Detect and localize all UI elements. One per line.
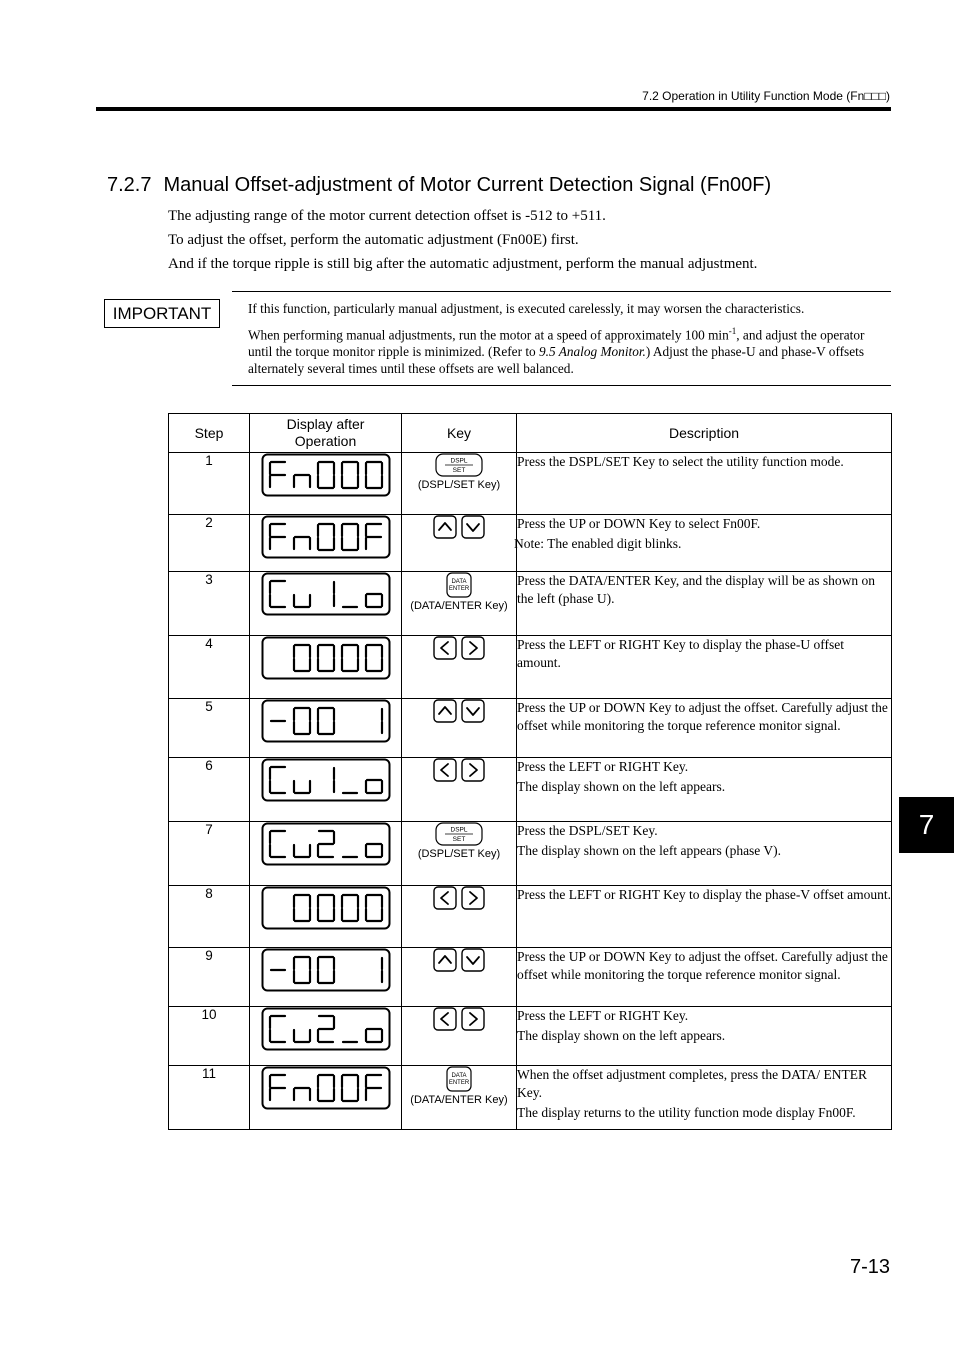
important-label: IMPORTANT	[104, 299, 220, 328]
display-cell	[250, 758, 402, 822]
header-step: Step	[169, 414, 250, 453]
intro-line-1: The adjusting range of the motor current detection offset is -512 to +511.	[168, 208, 606, 224]
description-line: Press the UP or DOWN Key to select Fn00F.	[517, 516, 761, 531]
description-cell	[517, 758, 892, 822]
step-number: 7	[169, 822, 250, 886]
key-label: (DATA/ENTER Key)	[410, 600, 508, 612]
header-display	[250, 414, 402, 453]
table-row	[169, 572, 892, 636]
description-cell	[517, 1066, 892, 1130]
data-enter-key-icon	[446, 1066, 472, 1092]
description-line: The display shown on the left appears.	[517, 779, 726, 794]
keycap-label: ENTER	[448, 1080, 470, 1086]
important-p2-a: When performing manual adjustments, run the motor at a speed of approximately 100 min	[248, 327, 729, 343]
panel-display	[261, 515, 391, 559]
important-p2-ref: 9.5 Analog Monitor.	[539, 344, 646, 360]
display-cell	[250, 822, 402, 886]
important-bottom-rule	[232, 385, 891, 386]
panel-display	[261, 699, 391, 743]
description-line: Press the LEFT or RIGHT Key to display the phase-V offset amount.	[517, 887, 891, 902]
panel-display	[261, 886, 391, 930]
description-cell	[517, 453, 892, 515]
panel-display	[261, 572, 391, 616]
description-line: The display returns to the utility function mode display Fn00F.	[517, 1105, 856, 1120]
step-number: 3	[169, 572, 250, 636]
key-label: (DSPL/SET Key)	[417, 479, 501, 491]
dspl-set-key-icon	[435, 453, 483, 477]
panel-display	[261, 948, 391, 992]
key-cell	[402, 886, 517, 948]
display-cell	[250, 572, 402, 636]
procedure-table	[168, 413, 892, 1130]
table-row	[169, 822, 892, 886]
table-header-row	[169, 414, 892, 453]
key-cell	[402, 572, 517, 636]
keycap-label: DATA	[451, 1073, 467, 1079]
table-row	[169, 453, 892, 515]
left-arrow-key-icon	[433, 1007, 457, 1031]
description-cell	[517, 886, 892, 948]
key-cell	[402, 1007, 517, 1066]
right-arrow-key-icon	[461, 1007, 485, 1031]
description-cell	[514, 515, 892, 572]
panel-display	[261, 758, 391, 802]
right-arrow-key-icon	[461, 886, 485, 910]
panel-display	[261, 1066, 391, 1110]
keycap-label: DATA	[451, 579, 467, 585]
key-cell	[402, 453, 517, 515]
key-cell	[402, 636, 517, 699]
description-line: Press the DSPL/SET Key to select the utility function mode.	[517, 454, 844, 469]
key-cell	[402, 822, 517, 886]
description-line: Press the UP or DOWN Key to adjust the offset. Carefully adjust the offset while monitoring the torque reference monitor signal.	[517, 949, 888, 982]
panel-display	[261, 453, 391, 497]
table-row	[169, 758, 892, 822]
keycap-label: DSPL	[450, 457, 468, 465]
header-display-line: Display after	[286, 416, 365, 432]
left-arrow-key-icon	[433, 886, 457, 910]
section-title-text: Manual Offset-adjustment of Motor Current Detection Signal (Fn00F)	[163, 174, 772, 196]
description-line: When the offset adjustment completes, press the DATA/ ENTER Key.	[517, 1067, 867, 1100]
display-cell	[250, 699, 402, 758]
down-arrow-key-icon	[461, 515, 485, 539]
display-cell	[250, 636, 402, 699]
page-number: 7-13	[849, 1256, 890, 1278]
intro-line-3: And if the torque ripple is still big after the automatic adjustment, perform the manual adjustment.	[168, 256, 758, 272]
left-arrow-key-icon	[433, 758, 457, 782]
key-cell	[402, 1066, 517, 1130]
panel-display	[261, 1007, 391, 1051]
description-line: Press the LEFT or RIGHT Key.	[517, 759, 689, 774]
keycap-label: DSPL	[450, 826, 468, 834]
panel-display	[261, 636, 391, 680]
important-p2-sup: -1	[728, 326, 737, 336]
display-cell	[250, 453, 402, 515]
key-label: (DATA/ENTER Key)	[410, 1094, 508, 1106]
important-p2-b: , and adjust the operator until the torque monitor ripple is minimized. (Refer to	[248, 327, 865, 360]
step-number: 8	[169, 886, 250, 948]
step-number: 5	[169, 699, 250, 758]
description-cell	[517, 636, 892, 699]
left-arrow-key-icon	[433, 636, 457, 660]
intro-line-2: To adjust the offset, perform the automatic adjustment (Fn00E) first.	[168, 232, 579, 248]
table-row	[169, 948, 892, 1007]
keycap-label: ENTER	[448, 586, 470, 592]
display-cell	[250, 948, 402, 1007]
important-p2-c: ) Adjust the phase-U and phase-V offsets alternately several times until these offsets are well balanced.	[248, 344, 865, 377]
description-cell	[517, 822, 892, 886]
key-cell	[402, 699, 517, 758]
down-arrow-key-icon	[461, 948, 485, 972]
right-arrow-key-icon	[461, 758, 485, 782]
up-arrow-key-icon	[433, 699, 457, 723]
table-row	[169, 699, 892, 758]
header-rule	[96, 107, 891, 111]
header-display-line: Operation	[294, 433, 357, 449]
description-cell	[517, 572, 892, 636]
display-cell	[250, 515, 402, 572]
step-number: 9	[169, 948, 250, 1007]
description-line: Press the DATA/ENTER Key, and the display will be as shown on the left (phase U).	[517, 573, 875, 606]
table-row	[169, 1066, 892, 1130]
important-text	[248, 300, 878, 377]
up-arrow-key-icon	[433, 948, 457, 972]
right-arrow-key-icon	[461, 636, 485, 660]
key-cell	[402, 948, 517, 1007]
step-number: 4	[169, 636, 250, 699]
description-line: Press the LEFT or RIGHT Key.	[517, 1008, 689, 1023]
section-title	[107, 174, 771, 197]
key-cell	[402, 758, 517, 822]
header-key: Key	[402, 414, 517, 453]
step-number: 11	[169, 1066, 250, 1130]
down-arrow-key-icon	[461, 699, 485, 723]
dspl-set-key-icon	[435, 822, 483, 846]
description-cell	[517, 948, 892, 1007]
up-arrow-key-icon	[433, 515, 457, 539]
description-cell	[517, 699, 892, 758]
step-number: 2	[169, 515, 250, 572]
description-line: Press the UP or DOWN Key to adjust the offset. Carefully adjust the offset while monitoring the torque reference monitor signal.	[517, 700, 888, 733]
important-paragraph-2	[248, 323, 878, 377]
keycap-label: SET	[452, 467, 466, 474]
key-label: (DSPL/SET Key)	[417, 848, 501, 860]
display-cell	[250, 1007, 402, 1066]
table-row	[169, 515, 892, 572]
chapter-tab: 7	[899, 797, 954, 853]
description-cell	[517, 1007, 892, 1066]
description-line: Note: The enabled digit blinks.	[514, 536, 682, 551]
keycap-label: SET	[452, 836, 466, 843]
important-top-rule	[232, 291, 891, 292]
section-number: 7.2.7	[107, 174, 152, 196]
table-row	[169, 886, 892, 948]
display-cell	[250, 1066, 402, 1130]
description-line: Press the LEFT or RIGHT Key to display the phase-U offset amount.	[517, 637, 844, 670]
step-number: 1	[169, 453, 250, 515]
panel-display	[261, 822, 391, 866]
table-row	[169, 636, 892, 699]
table-row	[169, 1007, 892, 1066]
description-line: The display shown on the left appears (phase V).	[517, 843, 782, 858]
description-line: The display shown on the left appears.	[517, 1028, 726, 1043]
step-number: 6	[169, 758, 250, 822]
description-line: Press the DSPL/SET Key.	[517, 823, 658, 838]
step-number: 10	[169, 1007, 250, 1066]
running-header: 7.2 Operation in Utility Function Mode (Fn□□□)	[642, 89, 890, 103]
data-enter-key-icon	[446, 572, 472, 598]
header-description: Description	[517, 414, 892, 453]
important-line-1: If this function, particularly manual adjustment, is executed carelessly, it may worsen the characteristics.	[248, 301, 805, 316]
display-cell	[250, 886, 402, 948]
key-cell	[402, 515, 517, 572]
